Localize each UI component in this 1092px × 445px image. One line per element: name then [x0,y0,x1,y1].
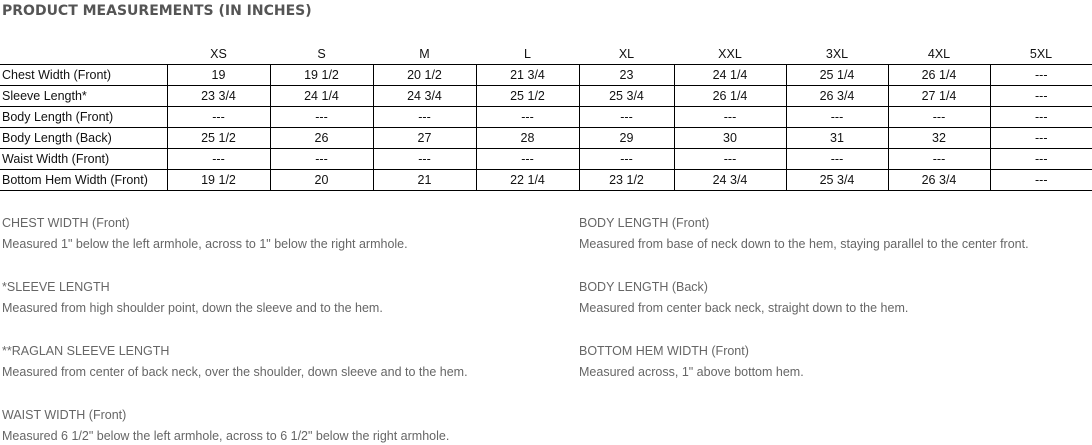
note-description: Measured 1" below the left armhole, across to 1" below the right armhole. [2,236,408,251]
row-label: Waist Width (Front) [0,149,167,170]
table-row [0,149,1092,170]
note-block [579,281,1092,314]
note-heading: WAIST WIDTH (Front) [2,408,127,422]
table-cell: --- [476,107,579,128]
note-block [2,409,522,442]
table-cell: --- [373,149,476,170]
table-cell: 28 [476,128,579,149]
table-cell: 22 1/4 [476,170,579,191]
note-description: Measured from high shoulder point, down the sleeve and to the hem. [2,300,383,315]
table-cell: 24 3/4 [373,86,476,107]
table-cell: 24 3/4 [674,170,786,191]
note-description: Measured from base of neck down to the hem, staying parallel to the center front. [579,236,1029,251]
table-cell: 20 [270,170,373,191]
table-cell: 29 [579,128,674,149]
size-header: 4XL [888,44,990,65]
table-cell: --- [990,65,1092,86]
note-block [2,345,522,378]
table-cell: --- [990,149,1092,170]
table-cell: 21 [373,170,476,191]
note-description: Measured across, 1" above bottom hem. [579,364,804,379]
table-cell: 25 1/4 [786,65,888,86]
table-cell: 25 1/2 [476,86,579,107]
table-cell: --- [674,107,786,128]
size-header-row [0,44,1092,65]
size-header: S [270,44,373,65]
table-cell: 25 3/4 [579,86,674,107]
size-header: XXL [674,44,786,65]
table-cell: --- [786,149,888,170]
table-cell: 23 [579,65,674,86]
table-cell: 19 1/2 [270,65,373,86]
table-row [0,128,1092,149]
row-label: Chest Width (Front) [0,65,167,86]
table-cell: 26 3/4 [786,86,888,107]
note-description: Measured from center back neck, straight down to the hem. [579,300,909,315]
table-cell: 26 1/4 [674,86,786,107]
table-row [0,170,1092,191]
note-block [2,281,522,314]
note-block [579,217,1092,250]
table-cell: 26 [270,128,373,149]
note-block [579,345,1092,378]
table-cell: 20 1/2 [373,65,476,86]
table-cell: 32 [888,128,990,149]
note-description: Measured 6 1/2" below the left armhole, across to 6 1/2" below the right armhole. [2,428,450,443]
table-cell: --- [167,107,270,128]
table-cell: --- [476,149,579,170]
table-cell: 24 1/4 [674,65,786,86]
size-header: L [476,44,579,65]
table-cell: --- [990,170,1092,191]
row-label: Body Length (Back) [0,128,167,149]
size-header: 5XL [990,44,1092,65]
table-cell: --- [579,149,674,170]
table-cell: --- [579,107,674,128]
note-heading: BOTTOM HEM WIDTH (Front) [579,344,749,358]
measurements-table [0,44,1092,191]
table-cell: --- [167,149,270,170]
table-cell: 27 [373,128,476,149]
table-cell: 23 1/2 [579,170,674,191]
note-heading: CHEST WIDTH (Front) [2,216,130,230]
table-cell: --- [786,107,888,128]
row-label: Body Length (Front) [0,107,167,128]
table-cell: 21 3/4 [476,65,579,86]
note-description: Measured from center of back neck, over the shoulder, down sleeve and to the hem. [2,364,468,379]
table-cell: 19 [167,65,270,86]
table-cell: --- [990,107,1092,128]
note-heading: BODY LENGTH (Back) [579,280,708,294]
table-cell: --- [270,149,373,170]
table-cell: 31 [786,128,888,149]
table-cell: --- [674,149,786,170]
table-row [0,86,1092,107]
table-cell: 19 1/2 [167,170,270,191]
label-header [0,44,167,65]
size-header: 3XL [786,44,888,65]
table-cell: --- [888,107,990,128]
note-heading: BODY LENGTH (Front) [579,216,710,230]
table-cell: --- [888,149,990,170]
note-heading: **RAGLAN SLEEVE LENGTH [2,344,170,358]
table-cell: 27 1/4 [888,86,990,107]
size-header: XL [579,44,674,65]
table-cell: 23 3/4 [167,86,270,107]
row-label: Bottom Hem Width (Front) [0,170,167,191]
table-cell: --- [990,128,1092,149]
note-heading: *SLEEVE LENGTH [2,280,110,294]
table-cell: --- [373,107,476,128]
page-title: PRODUCT MEASUREMENTS (IN INCHES) [2,3,312,19]
size-header: M [373,44,476,65]
table-cell: --- [270,107,373,128]
table-cell: 26 3/4 [888,170,990,191]
table-cell: 24 1/4 [270,86,373,107]
table-cell: 26 1/4 [888,65,990,86]
table-cell: 25 1/2 [167,128,270,149]
size-header: XS [167,44,270,65]
row-label: Sleeve Length* [0,86,167,107]
table-row [0,65,1092,86]
note-block [2,217,522,250]
table-cell: --- [990,86,1092,107]
table-cell: 25 3/4 [786,170,888,191]
table-row [0,107,1092,128]
table-cell: 30 [674,128,786,149]
